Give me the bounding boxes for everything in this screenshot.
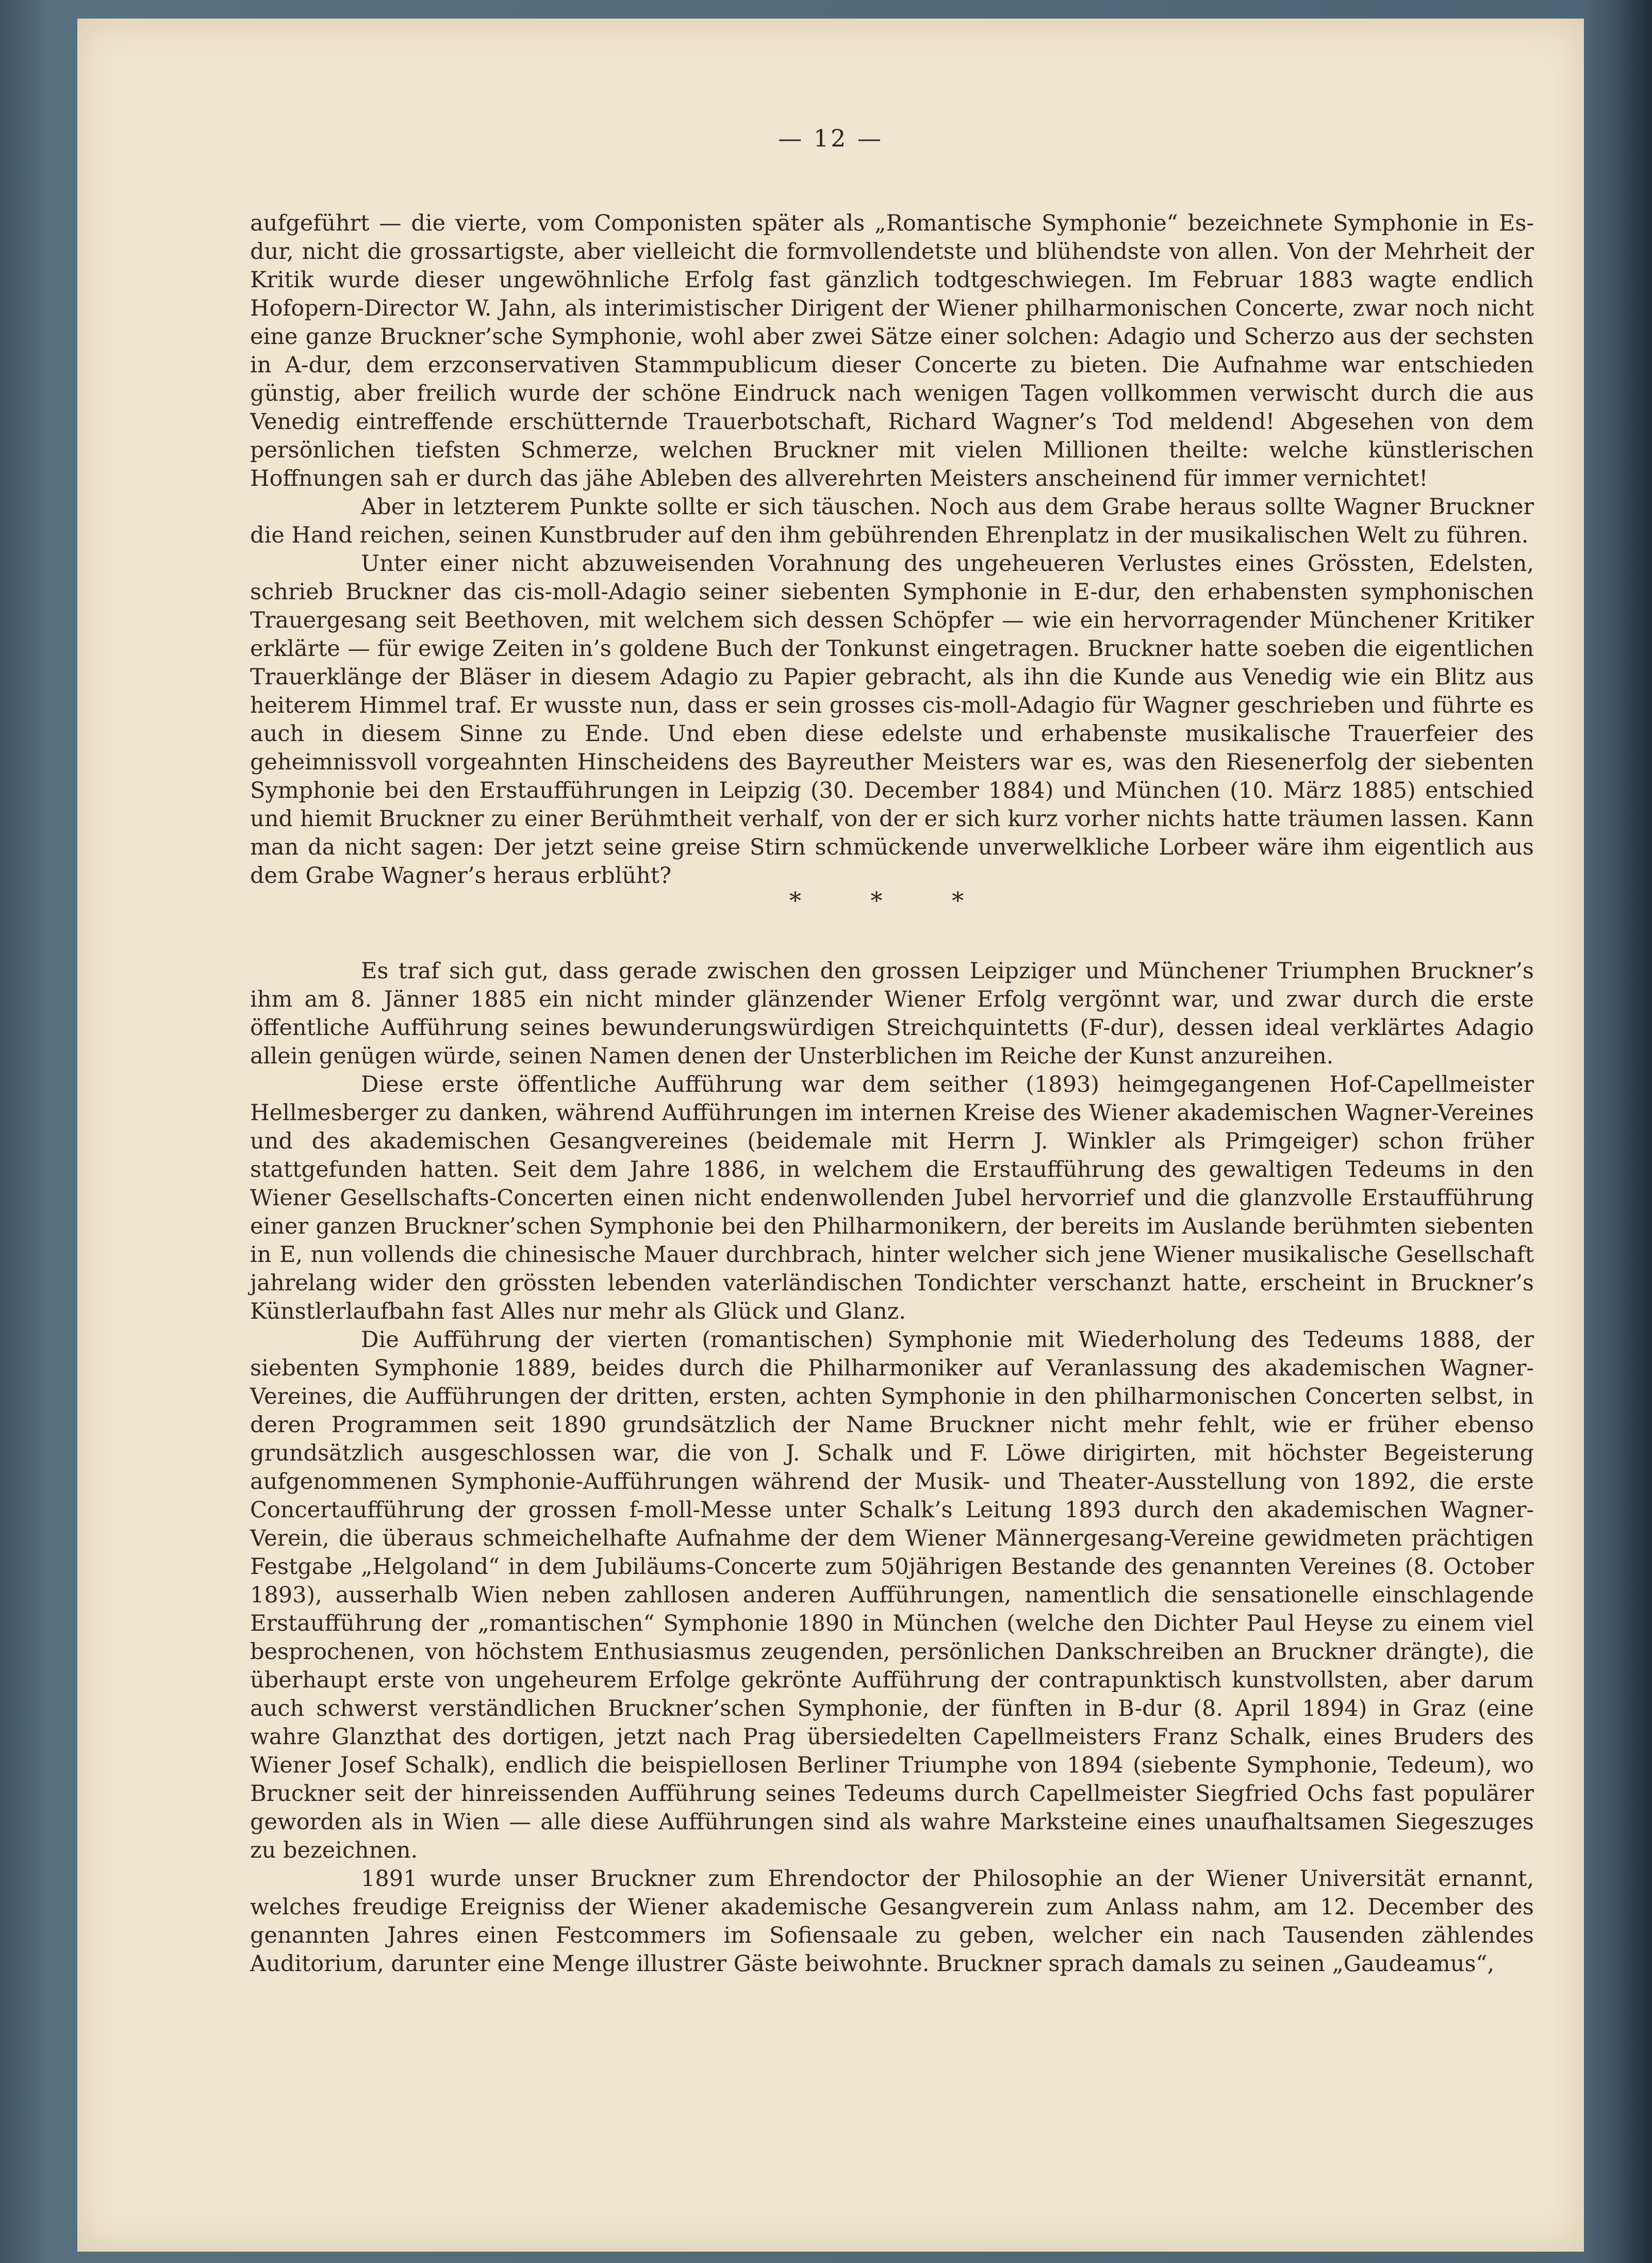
- page-number: — 12 —: [778, 124, 883, 152]
- section-divider: * * *: [789, 887, 995, 914]
- paragraph: Diese erste öffentliche Aufführung war dem seither (1893) heimgegangenen Hof-Capellmeister Hellmesberger zu danken, während Aufführungen im internen Kreise des Wiener akademischen Wagner-Vereines und des akademischen Gesangvereines (beidemale mit Herrn J. Winkler als Primgeiger) schon früher stattgefunden hatten. Seit dem Jahre 1886, in welchem die Erstaufführung des gewaltigen Tedeums in den Wiener Gesellschafts-Concerten einen nicht endenwollenden Jubel hervorrief und die glanzvolle Erstaufführung einer ganzen Bruckner’schen Symphonie bei den Philharmonikern, der bereits im Auslande berühmten siebenten in E, nun vollends die chinesische Mauer durchbrach, hinter welcher sich jene Wiener musikalische Gesellschaft jahrelang wider den grössten lebenden vaterländischen Tondichter verschanzt hatte, erscheint in Bruckner’s Künstlerlaufbahn fast Alles nur mehr als Glück und Glanz.: [250, 1072, 1534, 1324]
- paragraph: Die Aufführung der vierten (romantischen) Symphonie mit Wiederholung des Tedeums 1888, der siebenten Symphonie 1889, beides durch die Philharmoniker auf Veranlassung des akademischen Wagner-Vereines, die Aufführungen der dritten, ersten, achten Symphonie in den philharmonischen Concerten selbst, in deren Programmen seit 1890 grundsätzlich der Name Bruckner nicht mehr fehlt, wie er früher ebenso grundsätzlich ausgeschlossen war, die von J. Schalk und F. Löwe dirigirten, mit höchster Begeisterung aufgenommenen Symphonie-Aufführungen während der Musik- und Theater-Ausstellung von 1892, die erste Concertaufführung der grossen f-moll-Messe unter Schalk’s Leitung 1893 durch den akademischen Wagner-Verein, die überaus schmeichelhafte Aufnahme der dem Wiener Männergesang-Vereine gewidmeten prächtigen Festgabe „Helgoland“ in dem Jubiläums-Concerte zum 50jährigen Bestande des genannten Vereines (8. October 1893), ausserhalb Wien neben zahllosen anderen Aufführungen, namentlich die sensationelle einschlagende Erstaufführung der „romantischen“ Symphonie 1890 in München (welche den Dichter Paul Heyse zu einem viel besprochenen, von höchstem Enthusiasmus zeugenden, persönlichen Dankschreiben an Bruckner drängte), die überhaupt erste von ungeheurem Erfolge gekrönte Aufführung der contrapunktisch kunstvollsten, aber darum auch schwerst verständlichen Bruckner’schen Symphonie, der fünften in B-dur (8. April 1894) in Graz (eine wahre Glanzthat des dortigen, jetzt nach Prag übersiedelten Capellmeisters Franz Schalk, eines Bruders des Wiener Josef Schalk), endlich die beispiellosen Berliner Triumphe von 1894 (siebente Symphonie, Tedeum), wo Bruckner seit der hinreissenden Aufführung seines Tedeums durch Capellmeister Siegfried Ochs fast populärer geworden als in Wien — alle diese Aufführungen sind als wahre Marksteine eines unaufhaltsamen Siegeszuges zu bezeichnen.: [250, 1327, 1534, 1863]
- book-spine-edge: [1616, 0, 1652, 2263]
- paragraph: Unter einer nicht abzuweisenden Vorahnung des ungeheueren Verlustes eines Grössten, Edelsten, schrieb Bruckner das cis-moll-Adagio seiner siebenten Symphonie in E-dur, den erhabensten symphonischen Trauergesang seit Beethoven, mit welchem sich dessen Schöpfer — wie ein hervorragender Münchener Kritiker erklärte — für ewige Zeiten in’s goldene Buch der Tonkunst eingetragen. Bruckner hatte soeben die eigentlichen Trauerklänge der Bläser in diesem Adagio zu Papier gebracht, als ihn die Kunde aus Venedig wie ein Blitz aus heiterem Himmel traf. Er wusste nun, dass er sein grosses cis-moll-Adagio für Wagner geschrieben und führte es auch in diesem Sinne zu Ende. Und eben diese edelste und erhabenste musikalische Trauerfeier des geheimnissvoll vorgeahnten Hinscheidens des Bayreuther Meisters war es, was den Riesenerfolg der siebenten Symphonie bei den Erstaufführungen in Leipzig (30. December 1884) und München (10. März 1885) entschied und hiemit Bruckner zu einer Berühmtheit verhalf, von der er sich kurz vorher nichts hatte träumen lassen. Kann man da nicht sagen: Der jetzt seine greise Stirn schmückende unverwelkliche Lorbeer wäre ihm eigentlich aus dem Grabe Wagner’s heraus erblüht?: [250, 551, 1534, 889]
- book-page: [77, 19, 1584, 2252]
- section-two: [250, 957, 1534, 1978]
- body-text: [250, 209, 1534, 1978]
- paragraph: Aber in letzterem Punkte sollte er sich täuschen. Noch aus dem Grabe heraus sollte Wagner Bruckner die Hand reichen, seinen Kunstbruder auf den ihm gebührenden Ehrenplatz in der musikalischen Welt zu führen.: [250, 494, 1534, 548]
- paragraph: 1891 wurde unser Bruckner zum Ehrendoctor der Philosophie an der Wiener Universität ernannt, welches freudige Ereigniss der Wiener akademische Gesangverein zum Anlass nahm, am 12. December des genannten Jahres einen Festcommers im Sofiensaale zu geben, welcher ein nach Tausenden zählendes Auditorium, darunter eine Menge illustrer Gäste beiwohnte. Bruckner sprach damals zu seinen „Gaudeamus“,: [250, 1866, 1534, 1977]
- paragraph: Es traf sich gut, dass gerade zwischen den grossen Leipziger und Münchener Triumphen Bruckner’s ihm am 8. Jänner 1885 ein nicht minder glänzender Wiener Erfolg vergönnt war, und zwar durch die erste öffentliche Aufführung seines bewunderungswürdigen Streichquintetts (F-dur), dessen ideal verklärtes Adagio allein genügen würde, seinen Namen denen der Unsterblichen im Reiche der Kunst anzureihen.: [250, 958, 1534, 1069]
- paragraph: aufgeführt — die vierte, vom Componisten später als „Romantische Symphonie“ bezeichnete Symphonie in Es-dur, nicht die grossartigste, aber vielleicht die formvollendetste und blühendste von allen. Von der Mehrheit der Kritik wurde dieser ungewöhnliche Erfolg fast gänzlich todtgeschwiegen. Im Februar 1883 wagte endlich Hofopern-Director W. Jahn, als interimistischer Dirigent der Wiener philharmonischen Concerte, zwar noch nicht eine ganze Bruckner’sche Symphonie, wohl aber zwei Sätze einer solchen: Adagio und Scherzo aus der sechsten in A-dur, dem erzconservativen Stammpublicum dieser Concerte zu bieten. Die Aufnahme war entschieden günstig, aber freilich wurde der schöne Eindruck nach wenigen Tagen vollkommen verwischt durch die aus Venedig eintreffende erschütternde Trauerbotschaft, Richard Wagner’s Tod meldend! Abgesehen von dem persönlichen tiefsten Schmerze, welchen Bruckner mit vielen Millionen theilte: welche künstlerischen Hoffnungen sah er durch das jähe Ableben des allverehrten Meisters anscheinend für immer vernichtet!: [250, 210, 1534, 491]
